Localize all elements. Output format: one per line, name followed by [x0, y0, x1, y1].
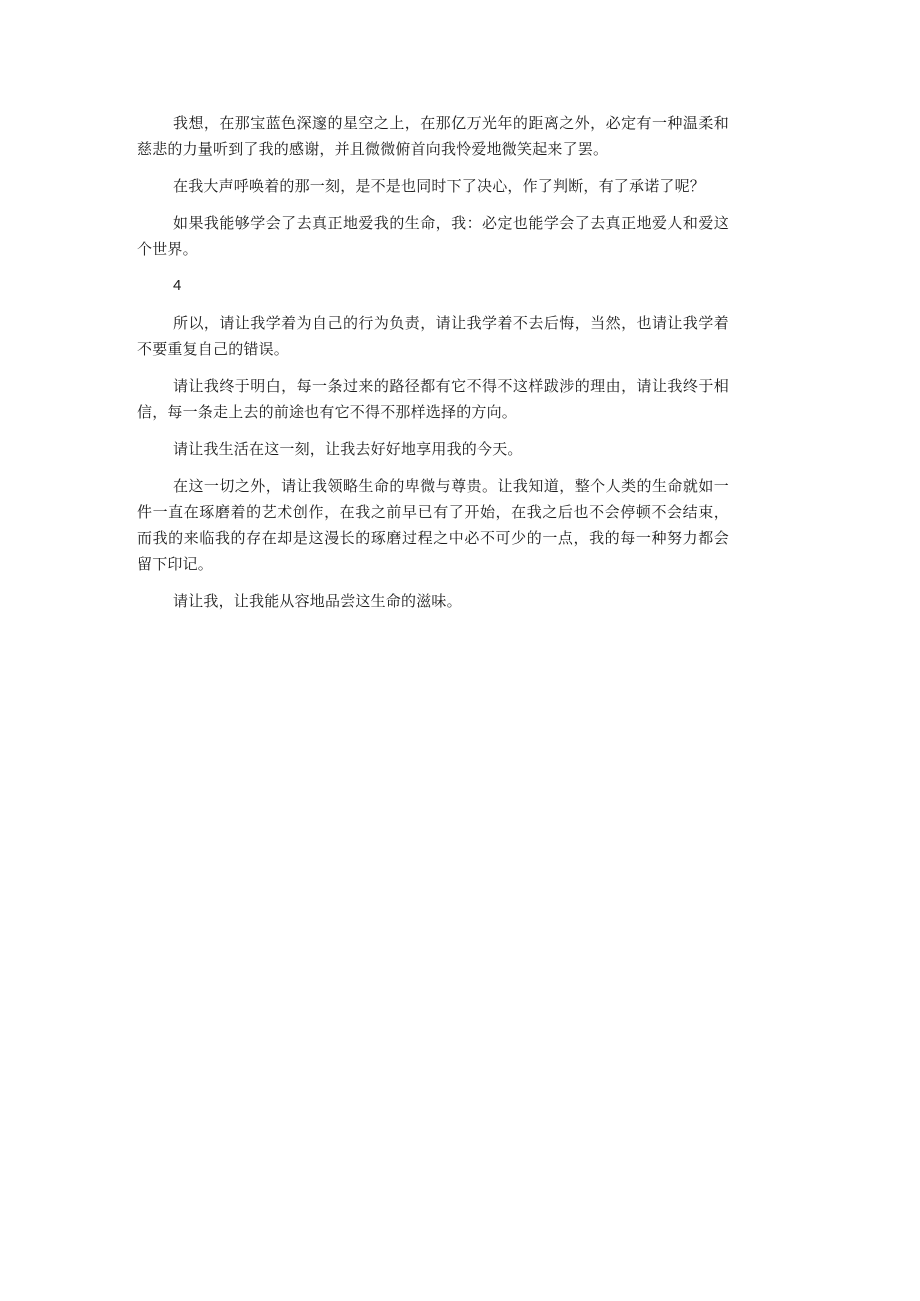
paragraph: 请让我终于明白，每一条过来的路径都有它不得不这样跋涉的理由，请让我终于相信，每一条走上去的前途也有它不得不那样选择的方向。	[137, 377, 729, 421]
paragraph: 在这一切之外，请让我领略生命的卑微与尊贵。让我知道，整个人类的生命就如一件一直在琢磨着的艺术创作，在我之前早已有了开始，在我之后也不会停顿不会结束，而我的来临我的存在却是这漫长的琢磨过程之中必不可少的一点，我的每一种努力都会留下印记。	[137, 477, 729, 573]
paragraph: 如果我能够学会了去真正地爱我的生命，我：必定也能学会了去真正地爱人和爱这个世界。	[137, 214, 729, 258]
paragraph: 请让我生活在这一刻，让我去好好地享用我的今天。	[173, 440, 523, 458]
section-number: 4	[173, 277, 182, 294]
paragraph: 我想，在那宝蓝色深邃的星空之上，在那亿万光年的距离之外，必定有一种温柔和慈悲的力量听到了我的感谢，并且微微俯首向我怜爱地微笑起来了罢。	[137, 114, 729, 158]
paragraph: 所以，请让我学着为自己的行为负责，请让我学着不去后悔，当然，也请让我学着不要重复自己的错误。	[137, 314, 729, 358]
paragraph: 请让我，让我能从容地品尝这生命的滋味。	[173, 592, 462, 610]
paragraph: 在我大声呼唤着的那一刻，是不是也同时下了决心，作了判断，有了承诺了呢？	[173, 177, 706, 195]
document-body	[137, 110, 729, 625]
